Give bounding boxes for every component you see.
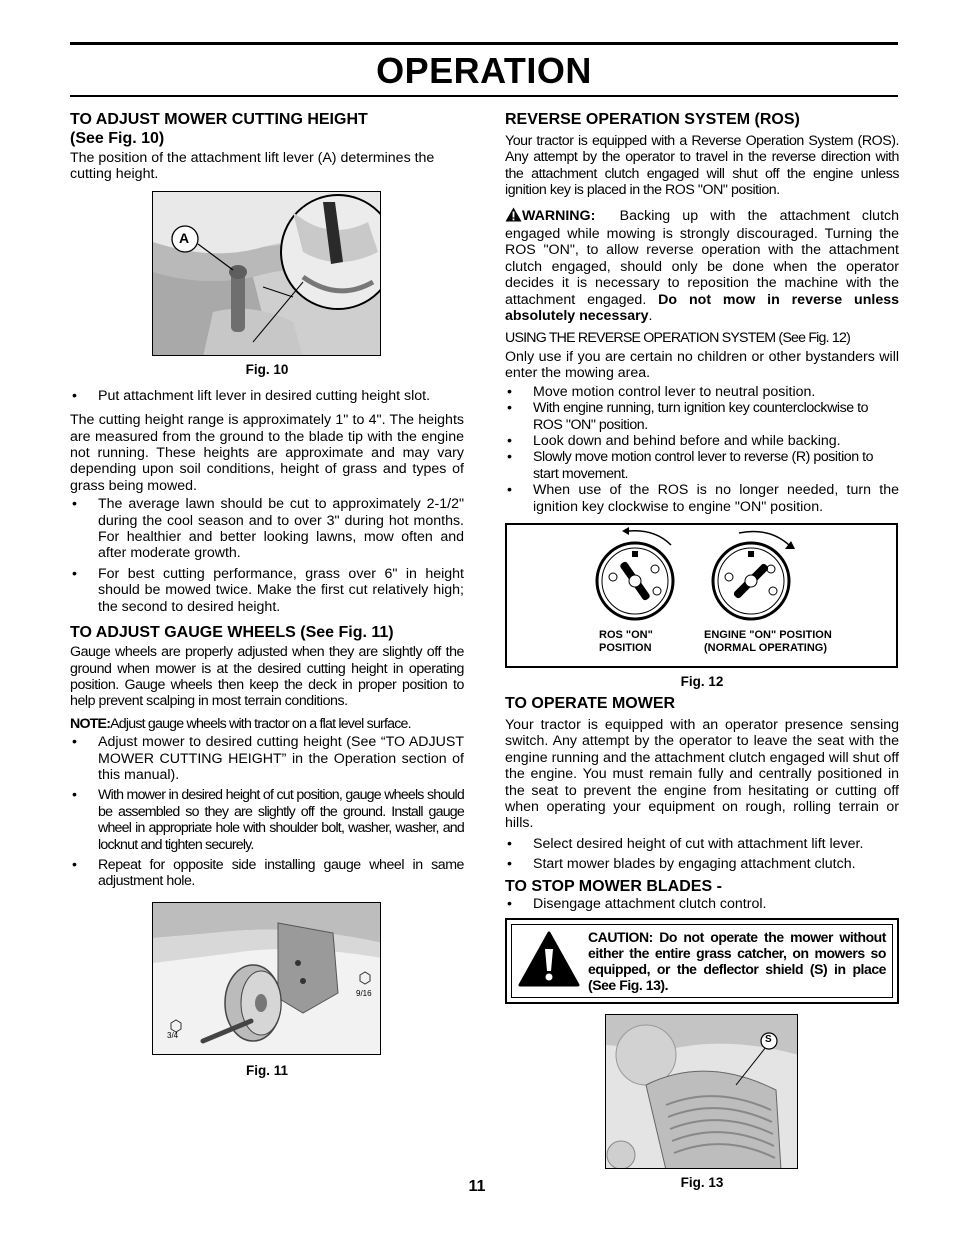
ignition-switch-icon — [507, 525, 896, 666]
list-item: • Put attachment lift lever in desired cutting height slot. — [72, 387, 431, 404]
ros-using-intro: Only use if you are certain no children or other bystanders will enter the mowing area. — [505, 348, 899, 382]
list-item: • Select desired height of cut with attachment lift lever. — [507, 835, 864, 852]
operate-heading: TO OPERATE MOWER — [505, 694, 676, 712]
gauge-wheels-note: NOTE:Adjust gauge wheels with tractor on a flat level surface. — [70, 715, 411, 732]
ros-intro: Your tractor is equipped with a Reverse Operation System (ROS). Any attempt by the operator to travel in the reverse direction with the attachment clutch engaged will shut off the engine unless ignition key is placed in the ROS "ON" position. — [505, 133, 899, 199]
list-item: • Repeat for opposite side installing gauge wheel in same adjustment hole. — [72, 856, 464, 890]
figure-11-caption: Fig. 11 — [245, 1062, 289, 1078]
figure-12-label-ros: ROS "ON" POSITION — [599, 628, 653, 654]
operate-intro: Your tractor is equipped with an operator presence sensing switch. Any attempt by the operator to leave the seat with the engine running and the attachment clutch engaged will shut off the engine. You must remain fully and centrally positioned in the seat to prevent the engine from hesitating or cutting off when operating your equipment on rough, rolling terrain or hills. — [505, 716, 899, 832]
cutting-height-intro: The position of the attachment lift lever (A) determines the cutting height. — [70, 150, 435, 183]
figure-12-label-engine: ENGINE "ON" POSITION (NORMAL OPERATING) — [704, 628, 832, 654]
gauge-wheels-heading: TO ADJUST GAUGE WHEELS (See Fig. 11) — [70, 624, 394, 642]
page-number: 11 — [468, 1178, 486, 1195]
list-item: • With mower in desired height of cut position, gauge wheels should be assembled so they are slightly off the ground. Install gauge wheel in appropriate hole with shoulder bolt, washer, washer, and locknut and tighten securely. — [72, 787, 464, 853]
figure-13-label-s: S — [765, 1034, 772, 1045]
list-item: • Slowly move motion control lever to reverse (R) position to start movement. — [507, 449, 874, 482]
cutting-height-heading: TO ADJUST MOWER CUTTING HEIGHT (See Fig. 10) — [70, 111, 368, 147]
page-title: OPERATION — [376, 50, 592, 91]
caution-text: CAUTION: Do not operate the mower without either the entire grass catcher, on mowers so equipped, or the deflector shield (S) in place (See Fig. 13). — [588, 929, 886, 993]
list-item: • Start mower blades by engaging attachment clutch. — [507, 856, 856, 873]
figure-11 — [152, 902, 381, 1055]
list-item: • When use of the ROS is no longer needed, turn the ignition key clockwise to engine "ON" position. — [507, 482, 899, 515]
figure-11-illustration — [153, 903, 381, 1055]
gauge-wheels-intro: Gauge wheels are properly adjusted when they are slightly off the ground when mower is at the desired cutting height in operating position. Gauge wheels then keep the deck in proper position to help prevent scalping in most terrain conditions. — [70, 644, 464, 710]
right-column — [505, 110, 899, 1191]
figure-12 — [505, 523, 898, 668]
figure-10-label-a: A — [179, 229, 190, 246]
caution-box — [505, 918, 899, 1004]
figure-12-caption: Fig. 12 — [680, 673, 724, 689]
list-item: • The average lawn should be cut to approximately 2-1/2" during the cool season and to over 3" during hot months. For healthier and better looking lawns, mow often and after moderate growth. — [72, 496, 464, 562]
list-item: • Move motion control lever to neutral position. — [507, 383, 816, 400]
ros-warning: WARNING: Backing up with the attachment clutch engaged while mowing is strongly discouraged. Turning the ROS "ON", to allow reverse operation with the attachment clutch engaged, should only be done when the operator decides it is necessary to reposition the machine with the attachment engaged. Do not mow in reverse unless absolutely necessary. — [505, 207, 899, 325]
left-column — [70, 110, 464, 1079]
list-item: • For best cutting performance, grass over 6" in height should be mowed twice. Make the first cut relatively high; the second to desired height. — [72, 565, 464, 615]
list-item: • With engine running, turn ignition key counterclockwise to ROS "ON" position. — [507, 400, 869, 433]
figure-13-caption: Fig. 13 — [680, 1175, 724, 1190]
warning-icon — [505, 207, 522, 226]
cutting-height-range: The cutting height range is approximately 1" to 4". The heights are measured from the ground to the blade tip with the engine not running. These heights are approximate and may vary depending upon soil conditions, height of grass and types of grass being mowed. — [70, 412, 464, 494]
figure-11-label-34: 3/4 — [167, 1030, 179, 1040]
figure-10 — [152, 191, 381, 356]
list-item: • Adjust mower to desired cutting height (See “TO ADJUST MOWER CUTTING HEIGHT” in the Operation section of this manual). — [72, 734, 464, 783]
ros-using-heading: USING THE REVERSE OPERATION SYSTEM (See Fig. 12) — [505, 330, 851, 347]
figure-13 — [605, 1014, 798, 1169]
ros-heading: REVERSE OPERATION SYSTEM (ROS) — [505, 111, 800, 128]
title-rule — [70, 95, 898, 97]
caution-icon — [518, 931, 582, 992]
list-item: • Disengage attachment clutch control. — [507, 895, 767, 912]
figure-10-illustration — [153, 192, 381, 356]
top-rule — [70, 42, 898, 45]
figure-11-label-916: 9/16 — [356, 988, 372, 998]
stop-heading: TO STOP MOWER BLADES - — [505, 877, 722, 895]
list-item: • Look down and behind before and while backing. — [507, 432, 841, 449]
figure-10-caption: Fig. 10 — [245, 361, 289, 377]
